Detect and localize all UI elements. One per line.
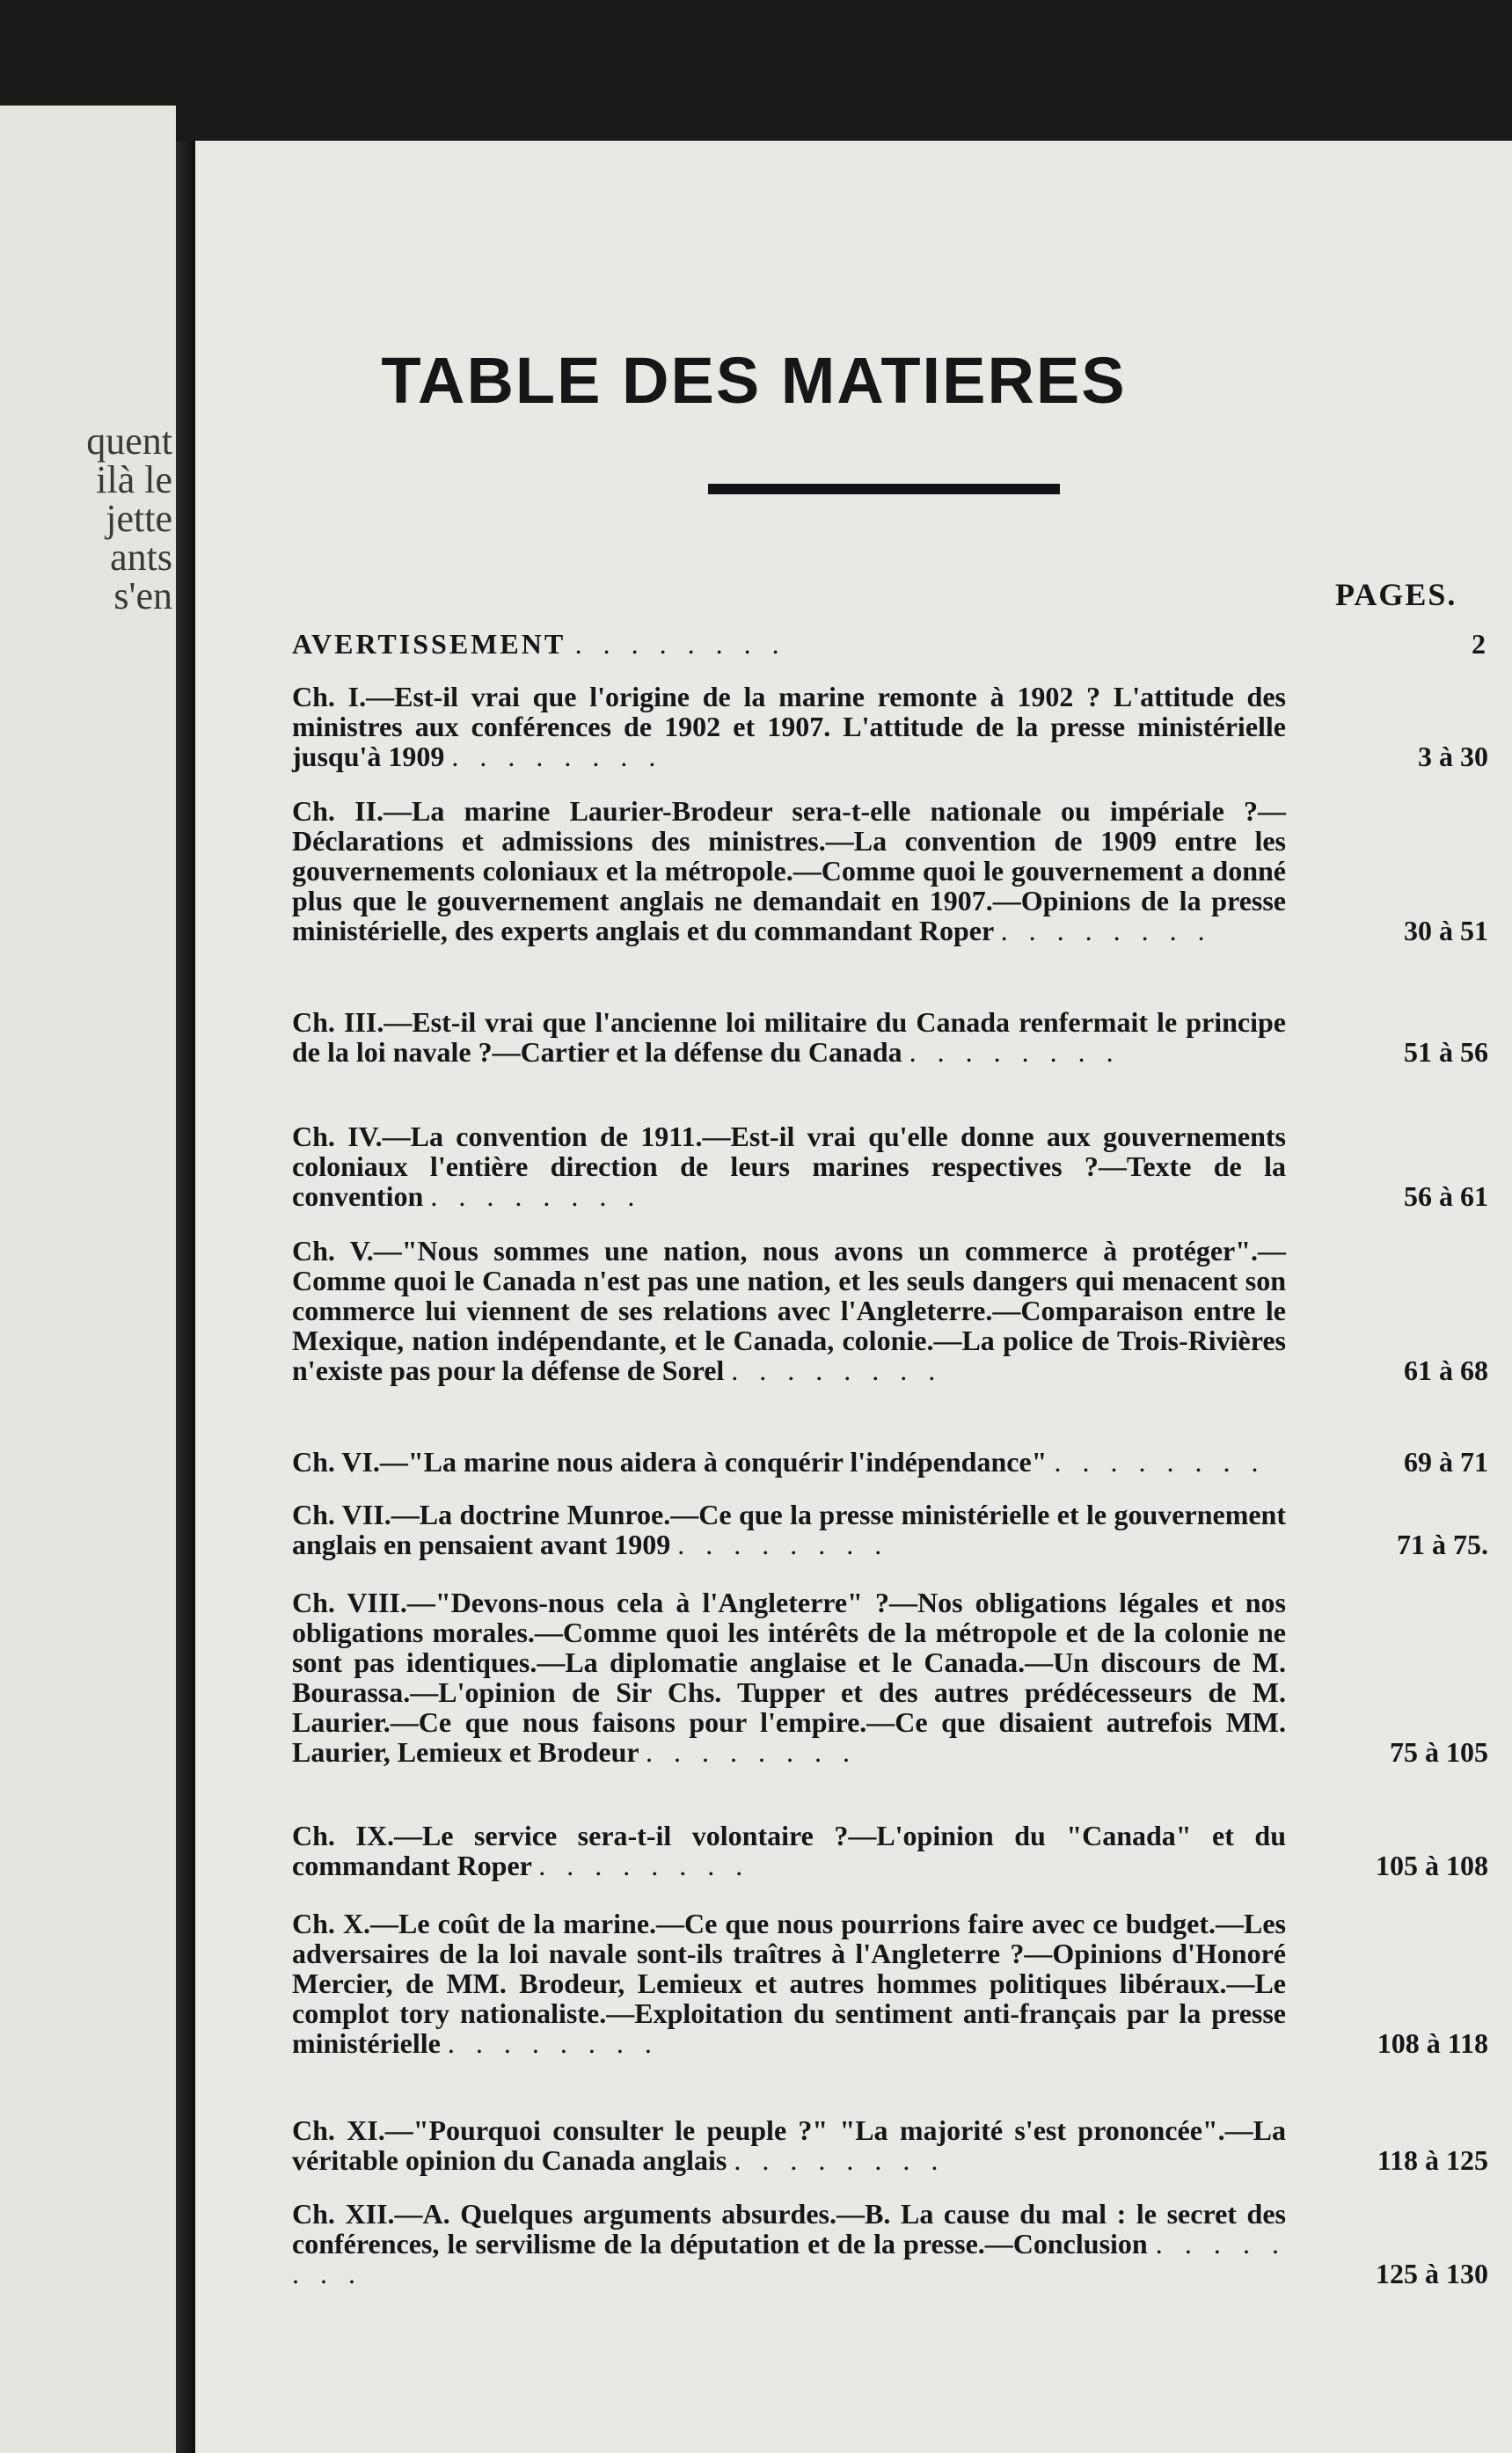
toc-entry-text: Ch. VII.—La doctrine Munroe.—Ce que la presse ministérielle et le gouvernement anglais en pensaient avant 1909 . . . . . . . . [292,1499,1286,1560]
toc-entry-text: Ch. IV.—La convention de 1911.—Est-il vrai qu'elle donne aux gouvernements coloniaux l'entière direction de leurs marines respectives ?—Texte de la convention . . . . . . . . [292,1121,1286,1212]
toc-entry-text: Ch. X.—Le coût de la marine.—Ce que nous pourrions faire avec ce budget.—Les adversaires de la loi navale sont-ils traîtres à l'Angleterre ?—Opinions d'Honoré Mercier, de MM. Brodeur, Lemieux et autres hommes politiques libéraux.—Le complot tory nationaliste.—Exploitation du sentiment anti-français par la presse ministérielle . . . . . . . . [292,1908,1286,2059]
toc-entry-ch10 [292,1909,1488,2058]
toc-entry-text: Ch. II.—La marine Laurier-Brodeur sera-t-elle nationale ou impériale ?—Déclarations et admissions des ministres.—La convention de 1909 entre les gouvernements coloniaux et la métropole.—Comme quoi le gouvernement a donné plus que le gouvernement anglais ne demandait en 1907.—Opinions de la presse ministérielle, des experts anglais et du commandant Roper . . . . . . . . [292,795,1286,946]
toc-entry-pages: 51 à 56 [1404,1036,1488,1068]
toc-entry-ch9 [292,1821,1488,1880]
toc-entry-ch6 [292,1447,1488,1477]
toc-page [195,141,1512,2453]
left-page-text-fragments [5,422,172,616]
toc-entry-pages: 118 à 125 [1377,2144,1488,2176]
toc-entry-pages: 3 à 30 [1418,741,1488,772]
toc-entry-text: Ch. III.—Est-il vrai que l'ancienne loi militaire du Canada renfermait le principe de la loi navale ?—Cartier et la défense du Canada . . . . . . . . [292,1006,1286,1068]
toc-entry-pages: 2 [1472,628,1488,660]
toc-entry-ch1 [292,682,1488,771]
left-page-edge [0,106,176,2453]
toc-entry-ch5 [292,1236,1488,1385]
left-fragment: ants [110,536,172,579]
toc-entry-pages: 125 à 130 [1376,2258,1488,2289]
toc-entry-ch11 [292,2115,1488,2175]
title-rule [708,484,1060,494]
toc-entry-text: Ch. XII.—A. Quelques arguments absurdes.—B. La cause du mal : le secret des conférences, le servilisme de la députation et de la presse.—Conclusion . . . . . . . . [292,2198,1287,2289]
book-gutter [176,141,195,2453]
toc-entry-pages: 71 à 75. [1397,1529,1488,1560]
toc-entry-pages: 75 à 105 [1390,1736,1488,1768]
page-title: TABLE DES MATIERES [381,344,1127,417]
toc-entry-pages: 69 à 71 [1404,1446,1488,1478]
toc-entry-ch3 [292,1007,1488,1067]
toc-entry-text: Ch. IX.—Le service sera-t-il volontaire ?—L'opinion du "Canada" et du commandant Roper . . . . . . . . [292,1820,1286,1881]
toc-entry-text: AVERTISSEMENT . . . . . . . . [292,628,786,660]
toc-entry-ch12 [292,2199,1488,2289]
toc-entry-text: Ch. XI.—"Pourquoi consulter le peuple ?" "La majorité s'est prononcée".—La véritable opinion du Canada anglais . . . . . . . . [292,2114,1286,2176]
toc-entry-pages: 61 à 68 [1404,1354,1488,1386]
toc-entry-pages: 105 à 108 [1376,1850,1488,1881]
toc-entry-ch2 [292,796,1488,945]
toc-entry-text: Ch. VI.—"La marine nous aidera à conquérir l'indépendance" . . . . . . . . [292,1446,1266,1478]
left-fragment: s'en [113,574,172,617]
toc-entry-text: Ch. VIII.—"Devons-nous cela à l'Angleterre" ?—Nos obligations légales et nos obligations morales.—Comme quoi les intérêts de la métropole et de la colonie ne sont pas identiques.—La diplomatie anglaise et le Canada.—Un discours de M. Bourassa.—L'opinion de Sir Chs. Tupper et des autres prédécesseurs de M. Laurier.—Ce que nous faisons pour l'empire.—Ce que disaient autrefois MM. Laurier, Lemieux et Brodeur . . . . . . . . [292,1587,1286,1768]
toc-entry-pages: 30 à 51 [1404,915,1488,946]
pages-column-header: PAGES. [1335,577,1457,612]
toc-entry-text: Ch. V.—"Nous sommes une nation, nous avons un commerce à protéger".—Comme quoi le Canada n'est pas une nation, et les seuls dangers qui menacent son commerce lui viennent de ses relations avec l'Angleterre.—Comparaison entre le Mexique, nation indépendante, et le Canada, colonie.—La police de Trois-Rivières n'existe pas pour la défense de Sorel . . . . . . . . [292,1235,1286,1386]
toc-entry-pages: 108 à 118 [1377,2027,1488,2059]
left-fragment: quent [86,420,172,463]
toc-entry-ch4 [292,1121,1488,1211]
toc-entry-ch8 [292,1588,1488,1767]
toc-entry-text: Ch. I.—Est-il vrai que l'origine de la marine remonte à 1902 ? L'attitude des ministres aux conférences de 1902 et 1907. L'attitude de la presse ministérielle jusqu'à 1909 . . . . . . . . [292,681,1286,772]
toc-entry-pages: 56 à 61 [1404,1180,1488,1212]
toc-entry-ch7 [292,1500,1488,1559]
left-fragment: ilà le [96,458,172,501]
left-fragment: jette [106,497,172,540]
toc-entry-avertissement [292,629,1488,659]
